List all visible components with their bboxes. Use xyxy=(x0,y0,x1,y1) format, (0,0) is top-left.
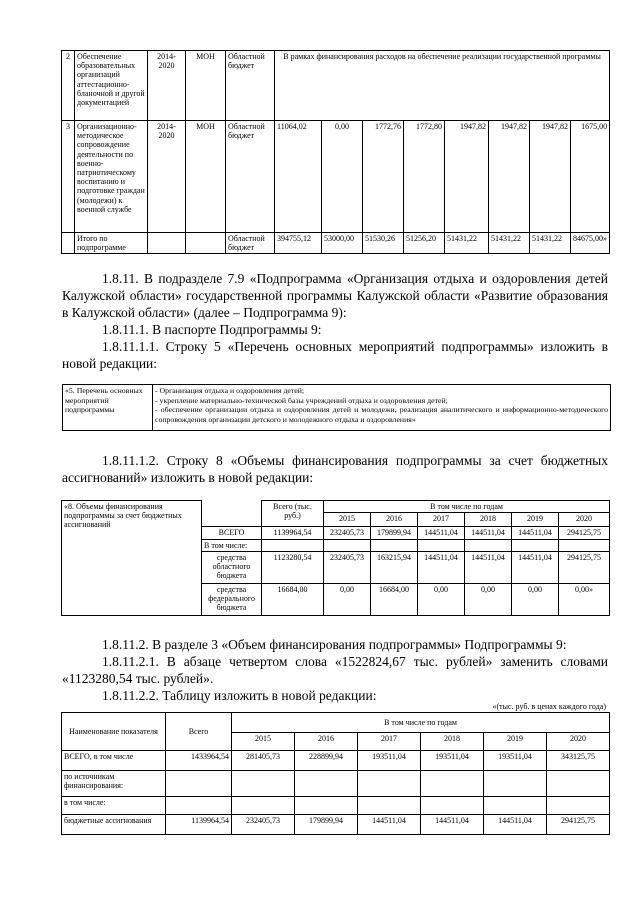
empty-cell xyxy=(202,501,262,527)
empty-cell xyxy=(484,771,547,797)
cell-value: 144511,04 xyxy=(484,815,547,835)
row-source: Областной бюджет xyxy=(226,233,275,254)
cell-total: 1433964,54 xyxy=(166,751,232,771)
cell-value: 51431,22 xyxy=(489,233,530,254)
cell-value: 0,00 xyxy=(465,584,512,616)
table-row xyxy=(62,233,610,254)
cell-value: 51431,22 xyxy=(530,233,571,254)
cell-value: 53000,00 xyxy=(322,233,363,254)
year-header: 2018 xyxy=(465,513,512,527)
paragraph-5 xyxy=(62,636,608,653)
row-name: в том числе: xyxy=(62,797,166,815)
cell-value: 0,00 xyxy=(324,584,371,616)
row-content xyxy=(153,385,611,431)
paragraph-6 xyxy=(62,653,608,687)
empty-cell xyxy=(512,540,559,552)
table-row xyxy=(63,385,611,431)
table-row xyxy=(62,713,610,733)
empty-cell xyxy=(232,771,295,797)
cell-value: 232405,73 xyxy=(232,815,295,835)
cell-value: 179899,94 xyxy=(295,815,358,835)
row-years: 2014-2020 xyxy=(148,121,186,233)
cell-value: 144511,04 xyxy=(465,552,512,584)
cell-value: 294125,75 xyxy=(559,552,610,584)
empty-cell xyxy=(62,233,75,254)
paragraph-4 xyxy=(62,452,608,486)
cell-value: 294125,75 xyxy=(559,527,610,540)
cell-value: 294125,75 xyxy=(547,815,610,835)
cell-value: 193511,04 xyxy=(421,751,484,771)
paragraph-1 xyxy=(62,270,608,321)
cell-value: 1675,00 xyxy=(571,121,610,233)
empty-cell xyxy=(465,540,512,552)
year-header: 2019 xyxy=(512,513,559,527)
year-header: 2016 xyxy=(371,513,418,527)
empty-cell xyxy=(324,540,371,552)
row-name: бюджетные ассигнования xyxy=(62,815,166,835)
cell-value: 163215,94 xyxy=(371,552,418,584)
year-header: 2015 xyxy=(232,733,295,751)
paragraph-text: 1.8.11.1. В паспорте Подпрограммы 9: xyxy=(102,322,322,337)
year-header: 2020 xyxy=(559,513,610,527)
paragraph-2 xyxy=(62,321,608,338)
table-row xyxy=(62,121,610,233)
cell-total: 16684,00 xyxy=(262,584,324,616)
empty-cell xyxy=(232,797,295,815)
cell-value: 394755,12 xyxy=(275,233,322,254)
row-name: ВСЕГО xyxy=(202,527,262,540)
cell-value: 232405,73 xyxy=(324,527,371,540)
list-item: - укрепление материально-технической базы учреждений отдыха и оздоровления детей; xyxy=(155,395,448,405)
paragraph-text: 1.8.11.1.1. Строку 5 «Перечень основных мероприятий подпрограммы» изложить в новой редакции: xyxy=(62,339,608,371)
cell-value: 0,00 xyxy=(512,584,559,616)
year-header: 2020 xyxy=(547,733,610,751)
list-item: - Организация отдыха и оздоровления детей; xyxy=(155,386,305,395)
empty-cell xyxy=(421,771,484,797)
paragraph-text: 1.8.11.2.2. Таблицу изложить в новой редакции: xyxy=(102,688,377,703)
cell-value: 228899,94 xyxy=(295,751,358,771)
table-row xyxy=(62,771,610,797)
year-header: 2017 xyxy=(418,513,465,527)
empty-cell xyxy=(358,797,421,815)
cell-value: 1772,76 xyxy=(363,121,404,233)
cell-value: 1947,82 xyxy=(445,121,489,233)
cell-value: 144511,04 xyxy=(418,527,465,540)
empty-cell xyxy=(421,797,484,815)
row-number: 2 xyxy=(62,51,75,121)
cell-value: 1772,80 xyxy=(404,121,445,233)
row-name: Итого по подпрограмме xyxy=(75,233,148,254)
row-name: В том числе: xyxy=(202,540,262,552)
table-row xyxy=(62,501,610,513)
cell-value: 343125,75 xyxy=(547,751,610,771)
cell-value: 179899,94 xyxy=(371,527,418,540)
row-source: Областной бюджет xyxy=(226,51,275,121)
cell-value: 1947,82 xyxy=(489,121,530,233)
cell-value: 144511,04 xyxy=(358,815,421,835)
cell-value: 51256,20 xyxy=(404,233,445,254)
cell-value: 16684,00 xyxy=(371,584,418,616)
years-header: В том числе по годам xyxy=(324,501,610,513)
cell-value: 144511,04 xyxy=(512,552,559,584)
empty-cell xyxy=(547,797,610,815)
row-name: Обеспечение образовательных организаций аттестационно-бланочной и другой документацией xyxy=(75,51,148,121)
cell-total: 1139964,54 xyxy=(262,527,324,540)
table-row xyxy=(62,51,610,121)
financing-table xyxy=(61,500,610,616)
row-executor: МОН xyxy=(186,121,226,233)
row-name: средства областного бюджета xyxy=(202,552,262,584)
row-name: ВСЕГО, в том числе xyxy=(62,751,166,771)
header-total: Всего xyxy=(166,713,232,751)
paragraph-text: 1.8.11.2.1. В абзаце четвертом слова «1522824,67 тыс. рублей» заменить словами «1123280,54 тыс. рублей». xyxy=(62,654,608,686)
cell-value: 232405,73 xyxy=(324,552,371,584)
list-item: - обеспечение организации отдыха и оздоровления детей и молодежи, реализация аналитического и информационно-методического сопровождения организации детского и молодежного отдыха и оздоровления» xyxy=(155,405,608,424)
empty-cell xyxy=(358,771,421,797)
empty-cell xyxy=(186,233,226,254)
cell-value: 0,00 xyxy=(418,584,465,616)
year-header: 2015 xyxy=(324,513,371,527)
row-name: по источникам финансирования: xyxy=(62,771,166,797)
row-number: 3 xyxy=(62,121,75,233)
cell-value: 84675,00» xyxy=(571,233,610,254)
empty-cell xyxy=(559,540,610,552)
top-table xyxy=(61,50,610,254)
empty-cell xyxy=(148,233,186,254)
paragraph-text: 1.8.11.1.2. Строку 8 «Объемы финансирования подпрограммы за счет бюджетных ассигнований» изложить в новой редакции: xyxy=(62,453,608,485)
row-years: 2014-2020 xyxy=(148,51,186,121)
row-executor: МОН xyxy=(186,51,226,121)
row-source: Областной бюджет xyxy=(226,121,275,233)
row-label: «5. Перечень основных мероприятий подпрограммы xyxy=(63,385,153,431)
year-header: 2019 xyxy=(484,733,547,751)
cell-value: 11064,02 xyxy=(275,121,322,233)
table-row xyxy=(62,797,610,815)
cell-value: 51431,22 xyxy=(445,233,489,254)
table-row xyxy=(62,751,610,771)
row-label: «8. Объемы финансирования подпрограммы за счет бюджетных ассигнований xyxy=(62,501,202,616)
cell-value: 0,00 xyxy=(322,121,363,233)
empty-cell xyxy=(418,540,465,552)
empty-cell xyxy=(295,797,358,815)
cell-value: 144511,04 xyxy=(512,527,559,540)
row-name: средства федерального бюджета xyxy=(202,584,262,616)
measures-table xyxy=(62,384,611,431)
cell-value: 193511,04 xyxy=(484,751,547,771)
cell-value: 144511,04 xyxy=(465,527,512,540)
empty-cell xyxy=(295,771,358,797)
cell-value: 1947,82 xyxy=(530,121,571,233)
empty-cell xyxy=(166,771,232,797)
cell-total: 1139964,54 xyxy=(166,815,232,835)
units-note: «(тыс. руб. в ценах каждого года) xyxy=(492,702,606,711)
cell-total: 1123280,54 xyxy=(262,552,324,584)
total-header: Всего (тыс. руб.) xyxy=(262,501,324,527)
cell-value: 193511,04 xyxy=(358,751,421,771)
row-note: В рамках финансирования расходов на обеспечение реализации государственной программы xyxy=(275,51,610,121)
year-header: 2018 xyxy=(421,733,484,751)
empty-cell xyxy=(484,797,547,815)
empty-cell xyxy=(371,540,418,552)
cell-value: 281405,73 xyxy=(232,751,295,771)
row-name: Организационно-методическое сопровождение деятельности по военно-патриотическому воспитанию и подготовке граждан (молодежи) к военной службе xyxy=(75,121,148,233)
volume-table xyxy=(61,712,610,835)
cell-value: 144511,04 xyxy=(421,815,484,835)
paragraph-text: 1.8.11. В подразделе 7.9 «Подпрограмма «Организация отдыха и оздоровления детей Калужской области» государственной программы Калужской области «Развитие образования в Калужской области» (далее – Подпрограмма 9): xyxy=(62,271,608,320)
years-header: В том числе по годам xyxy=(232,713,610,733)
cell-value: 144511,04 xyxy=(418,552,465,584)
header-name: Наименование показателя xyxy=(62,713,166,751)
paragraph-text: 1.8.11.2. В разделе 3 «Объем финансирования подпрограммы» Подпрограммы 9: xyxy=(102,637,567,652)
year-header: 2016 xyxy=(295,733,358,751)
empty-cell xyxy=(166,797,232,815)
empty-cell xyxy=(262,540,324,552)
year-header: 2017 xyxy=(358,733,421,751)
empty-cell xyxy=(547,771,610,797)
table-row xyxy=(62,815,610,835)
cell-value: 51530,26 xyxy=(363,233,404,254)
paragraph-3 xyxy=(62,338,608,372)
cell-value: 0,00» xyxy=(559,584,610,616)
